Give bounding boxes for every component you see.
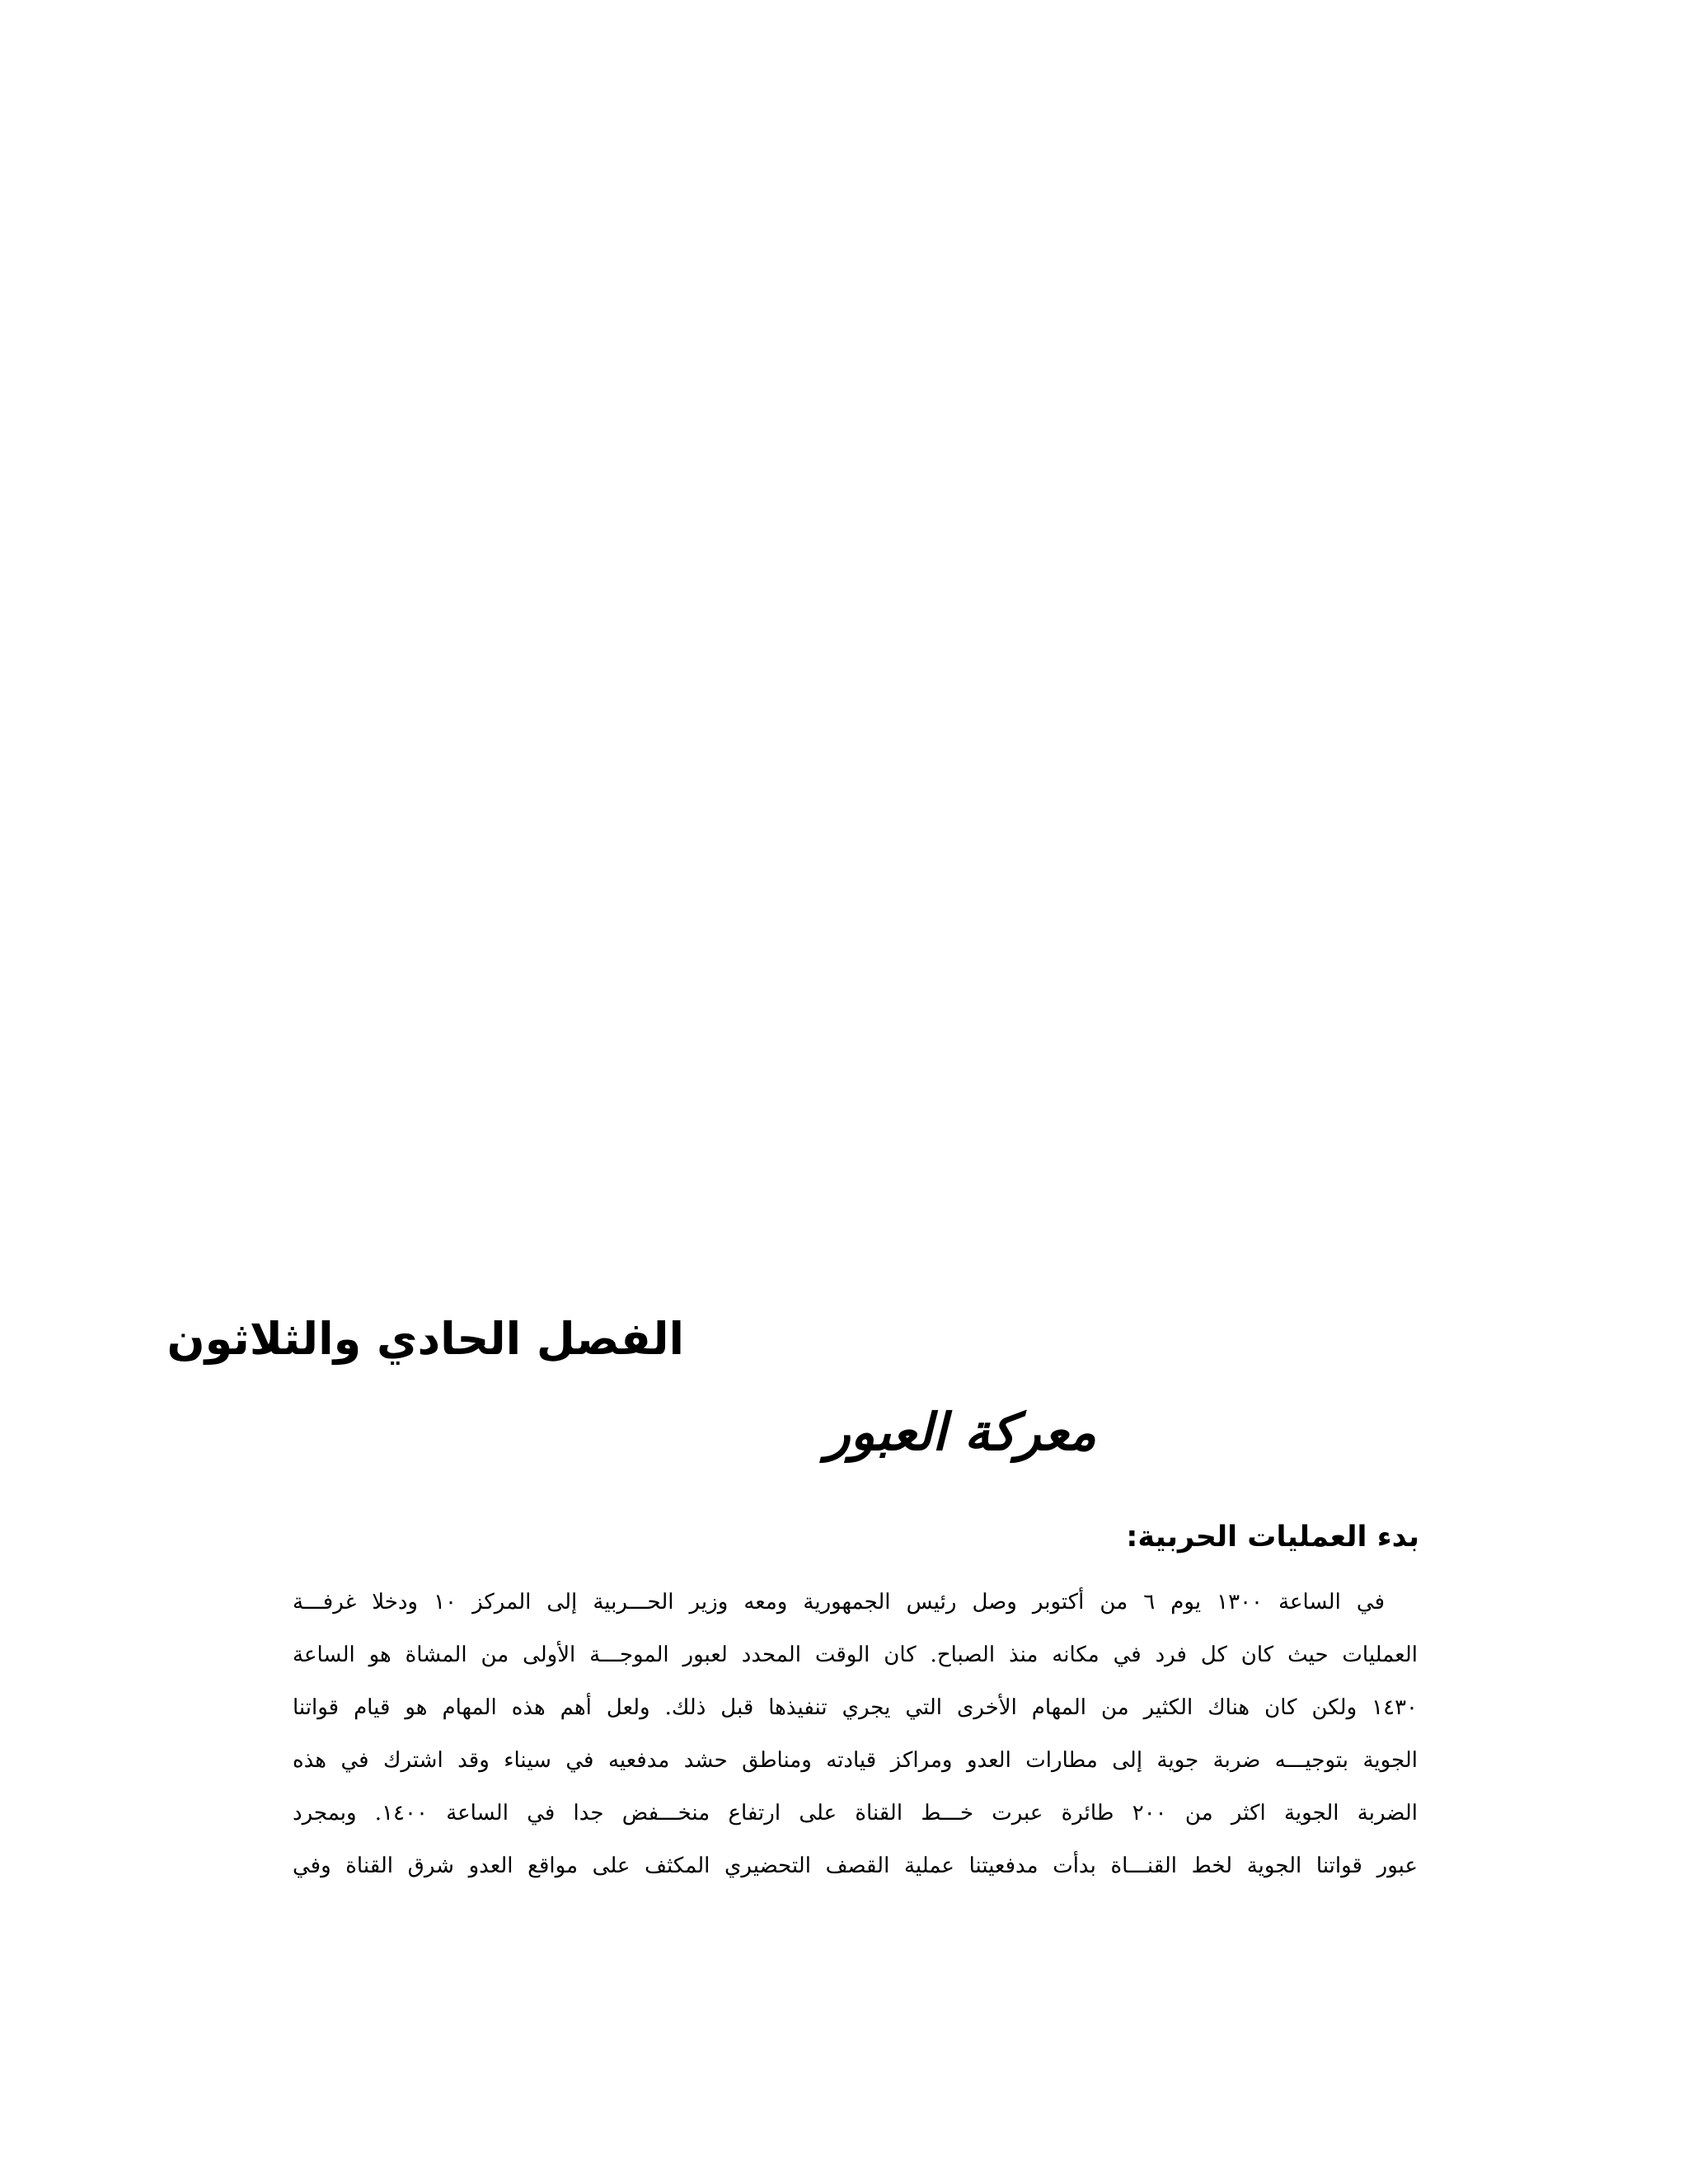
paragraph-line: عبور قواتنا الجوية لخط القنـــاة بدأت مدفعيتنا عملية القصف التحضيري المكثف على مواقع العدو شرق القناة وفي bbox=[293, 1854, 1418, 1878]
paragraph-line: في الساعة ١٣٠٠ يوم ٦ من أكتوبر وصل رئيس الجمهورية ومعه وزير الحـــربية إلى المركز ١٠ ودخلا غرفـــة bbox=[293, 1590, 1386, 1615]
section-title: معركة العبور bbox=[825, 1402, 1096, 1462]
paragraph-line: ١٤٣٠ ولكن كان هناك الكثير من المهام الأخرى التي يجري تنفيذها قبل ذلك. ولعل أهم هذه المهام هو قيام قواتنا bbox=[293, 1695, 1418, 1720]
paragraph-line: العمليات حيث كان كل فرد في مكانه منذ الصباح. كان الوقت المحدد لعبور الموجـــة الأولى من المشاة هو الساعة bbox=[293, 1643, 1418, 1667]
subheading: بدء العمليات الحربية: bbox=[1126, 1521, 1419, 1554]
chapter-title: الفصل الحادي والثلاثون bbox=[166, 1313, 684, 1365]
paragraph-line: الضربة الجوية اكثر من ٢٠٠ طائرة عبرت خـــط القناة على ارتفاع منخـــفض جدا في الساعة ١٤٠٠. وبمجرد bbox=[293, 1801, 1418, 1825]
body-paragraph bbox=[293, 1576, 1418, 1892]
paragraph-line: الجوية بتوجيـــه ضربة جوية إلى مطارات العدو ومراكز قيادته ومناطق حشد مدفعيه في سيناء وقد اشترك في هذه bbox=[293, 1748, 1418, 1773]
